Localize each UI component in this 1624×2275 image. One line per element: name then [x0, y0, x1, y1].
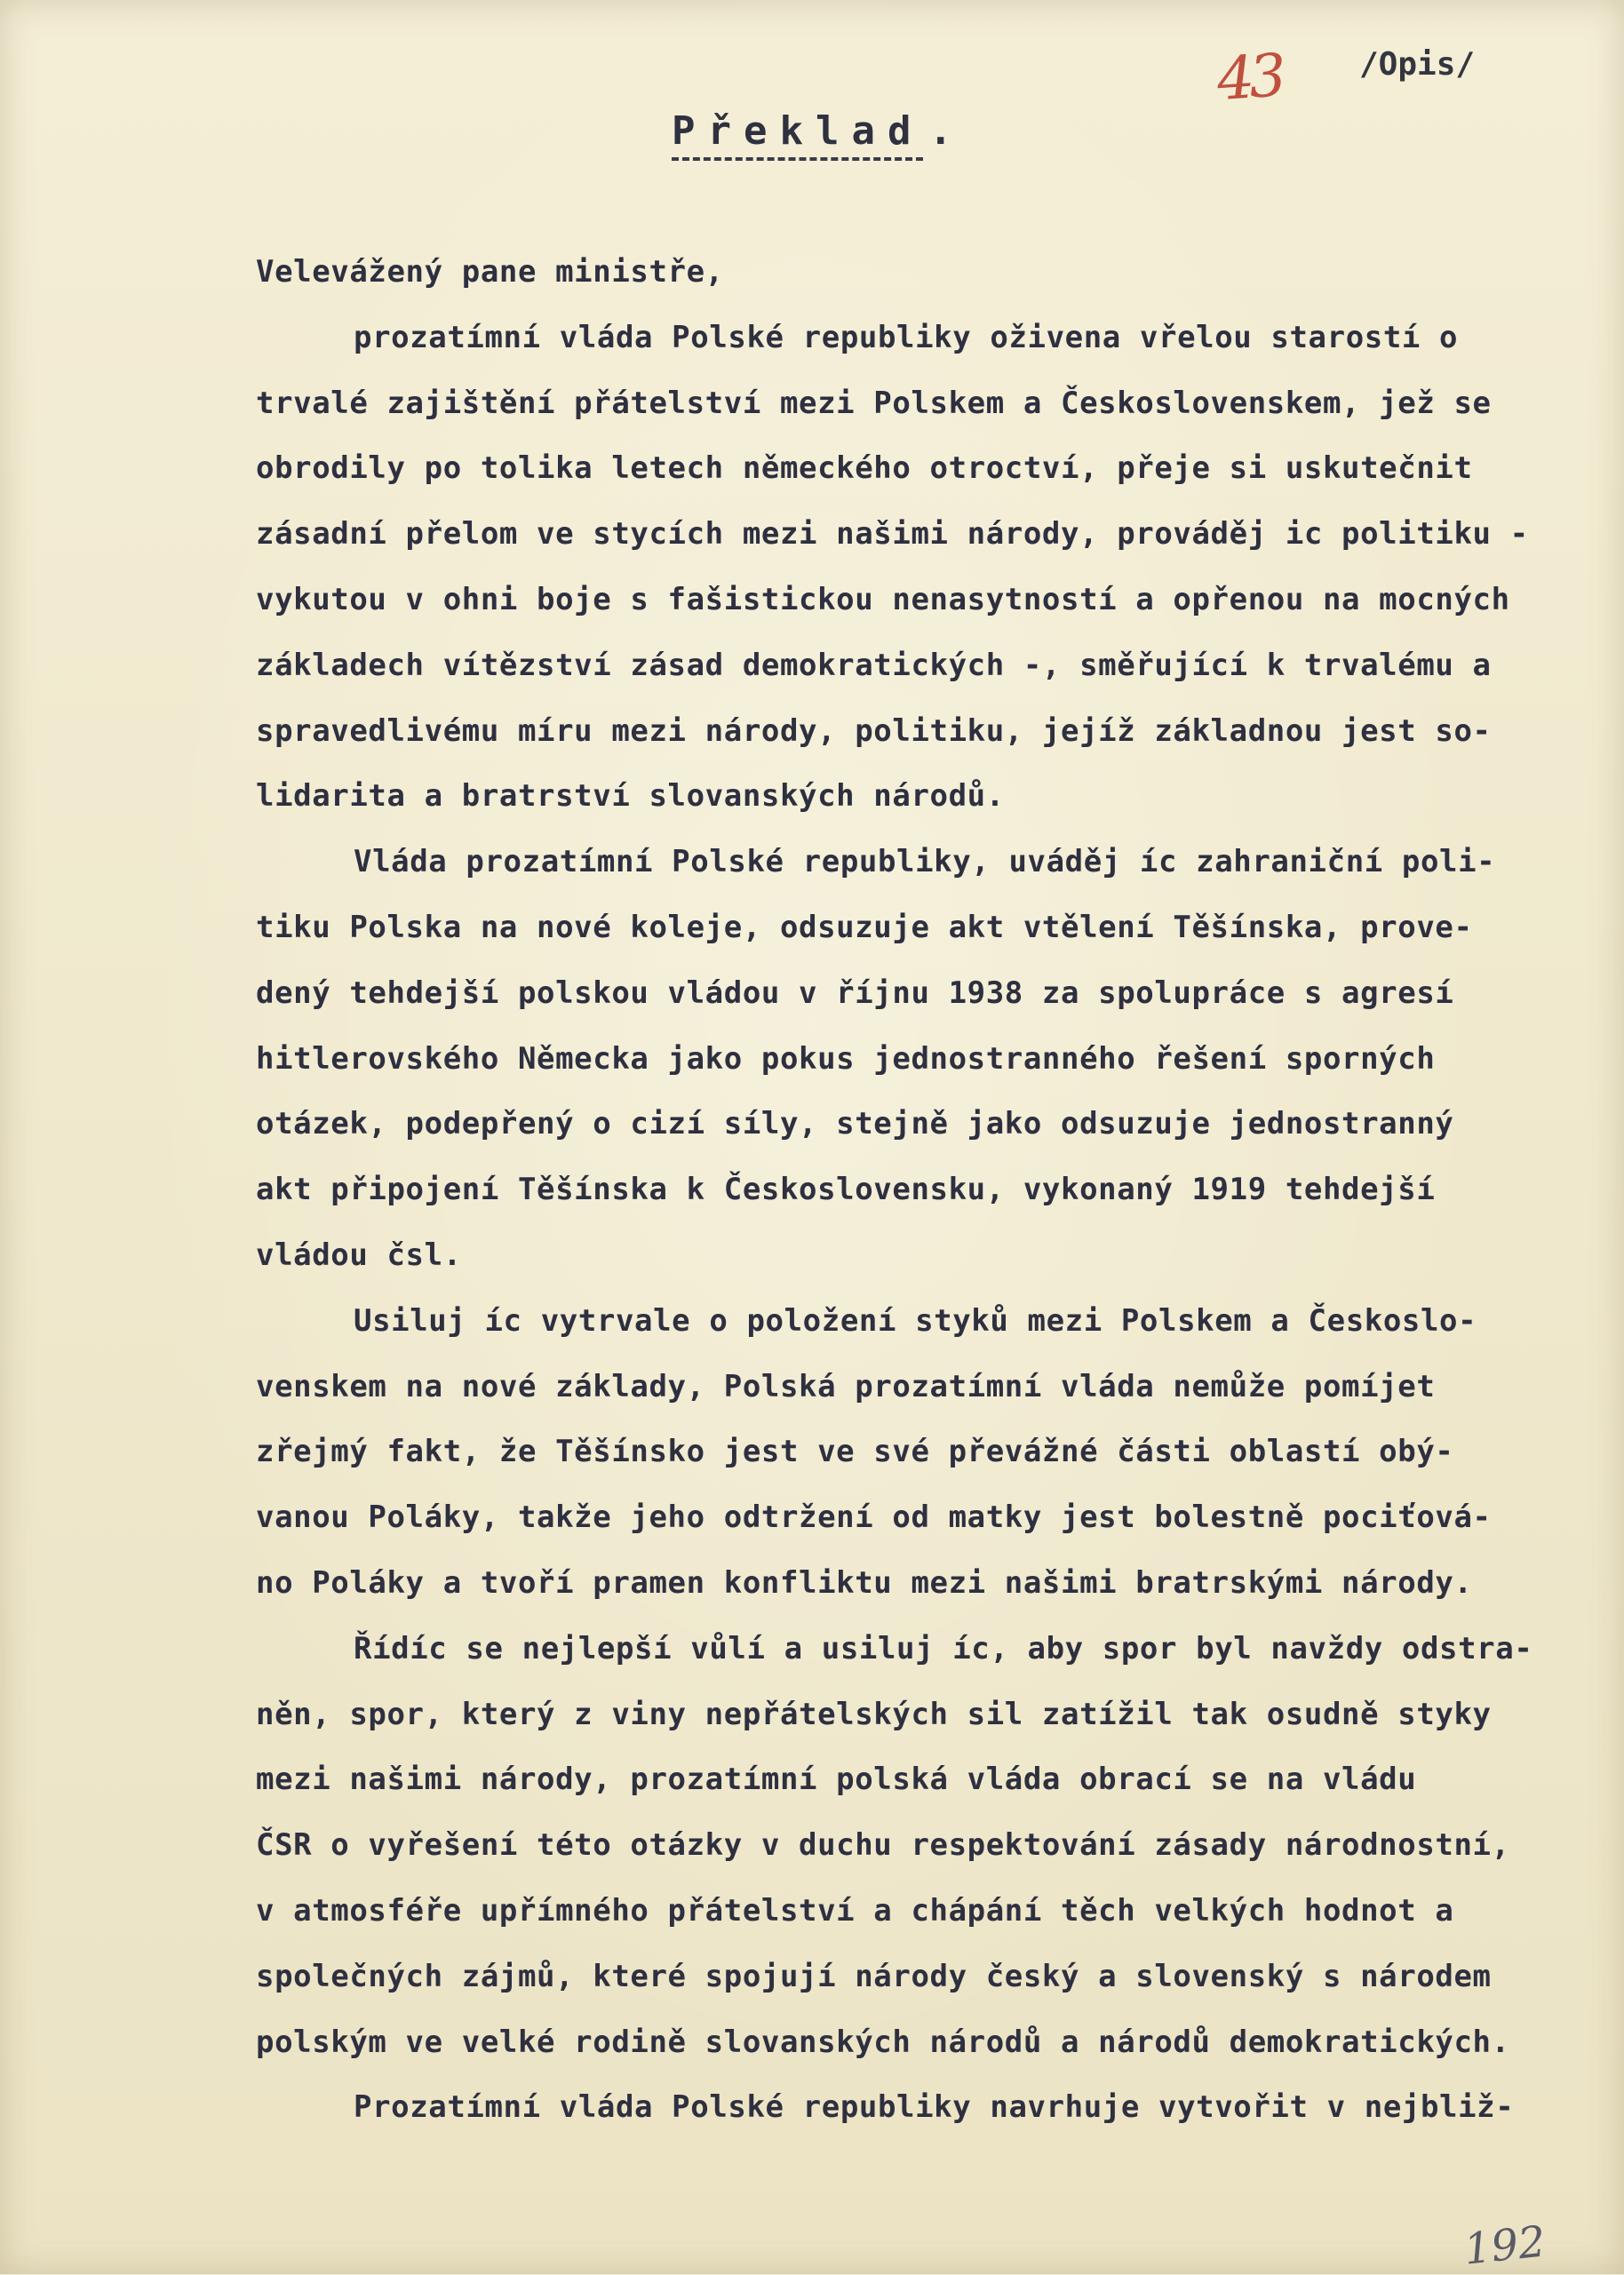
- text-line: tiku Polska na nové koleje, odsuzuje akt vtělení Těšínska, prove-: [256, 909, 1473, 945]
- text-line: otázek, podepřený o cizí síly, stejně jako odsuzuje jednostranný: [256, 1106, 1454, 1142]
- title-dot: .: [928, 108, 952, 154]
- text-line: Řídíc se nejlepší vůlí a usiluj íc, aby spor byl navždy odstra-: [354, 1630, 1533, 1666]
- text-line: vanou Poláky, takže jeho odtržení od matky jest bolestně pociťová-: [256, 1499, 1492, 1536]
- text-line: v atmosféře upřímného přátelství a chápání těch velkých hodnot a: [256, 1892, 1454, 1929]
- text-line: základech vítězství zásad demokratických -, směřující k trvalému a: [256, 647, 1492, 683]
- text-line: vykutou v ohni boje s fašistickou nenasytností a opřenou na mocných: [256, 581, 1510, 617]
- text-line: akt připojení Těšínska k Československu, vykonaný 1919 tehdejší: [256, 1172, 1436, 1208]
- text-line: Prozatímní vláda Polské republiky navrhuje vytvořit v nejbliž-: [354, 2089, 1515, 2126]
- text-line: spravedlivému míru mezi národy, politiku, jejíž základnou jest so-: [256, 712, 1492, 749]
- text-line: no Poláky a tvoří pramen konfliktu mezi našimi bratrskými národy.: [256, 1564, 1473, 1601]
- text-line: polským ve velké rodině slovanských národů a národů demokratických.: [256, 2024, 1510, 2060]
- folio-number-handwritten: 43: [1214, 41, 1284, 115]
- text-line: vládou čsl.: [256, 1237, 462, 1273]
- text-line: ČSR o vyřešení této otázky v duchu respektování zásady národnostní,: [256, 1827, 1510, 1864]
- text-line: zásadní přelom ve stycích mezi našimi národy, prováděj ic politiku -: [256, 516, 1529, 553]
- text-line: hitlerovského Německa jako pokus jednostranného řešení sporných: [256, 1040, 1436, 1077]
- text-line: dený tehdejší polskou vládou v říjnu 1938 za spolupráce s agresí: [256, 974, 1454, 1011]
- text-line: trvalé zajištění přátelství mezi Polskem a Československem, jež se: [256, 385, 1492, 421]
- text-line: Vláda prozatímní Polské republiky, uváděj íc zahraniční poli-: [354, 844, 1496, 880]
- text-line: obrodily po tolika letech německého otroctví, přeje si uskutečnit: [256, 450, 1473, 487]
- text-line: společných zájmů, které spojují národy český a slovenský s národem: [256, 1958, 1492, 1994]
- text-line: mezi našimi národy, prozatímní polská vláda obrací se na vládu: [256, 1762, 1417, 1798]
- text-line: něn, spor, který z viny nepřátelských sil zatížil tak osudně styky: [256, 1696, 1492, 1732]
- text-line: zřejmý fakt, že Těšínsko jest ve své převážné části oblastí obý-: [256, 1434, 1454, 1470]
- document-title: [0, 108, 1624, 154]
- text-line: venskem na nové základy, Polská prozatímní vláda nemůže pomíjet: [256, 1368, 1436, 1404]
- title-text: Překlad: [672, 108, 923, 161]
- text-line: Usiluj íc vytrvale o položení styků mezi Polskem a Českoslo-: [354, 1302, 1477, 1339]
- text-line: prozatímní vláda Polské republiky oživena vřelou starostí o: [354, 319, 1459, 355]
- page-number-handwritten: 192: [1461, 2216, 1548, 2275]
- copy-mark: /Opis/: [1359, 46, 1476, 83]
- salutation: Velevážený pane ministře,: [256, 254, 724, 290]
- text-line: lidarita a bratrství slovanských národů.: [256, 778, 1005, 815]
- letter-body: [256, 240, 1588, 2141]
